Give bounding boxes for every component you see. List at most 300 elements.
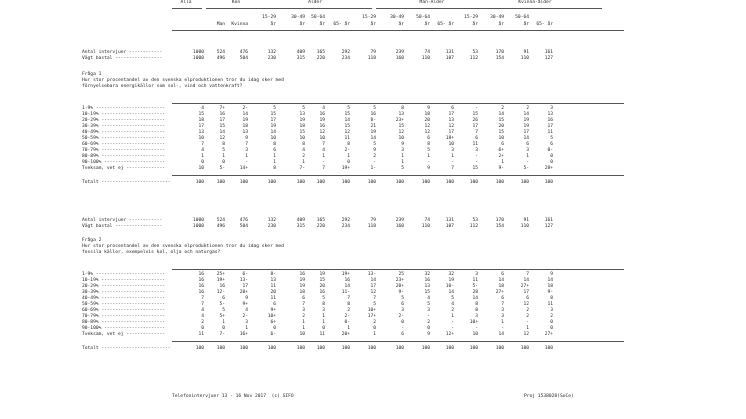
- table-total-cell: 100: [195, 346, 204, 351]
- table-row-label: 60-69% -----------------------: [82, 308, 165, 313]
- table-cell: 9: [373, 148, 376, 153]
- table-cell: 2: [373, 154, 376, 159]
- base-value-weighted: 110: [421, 56, 430, 61]
- header-sub-label: Man: [216, 22, 225, 27]
- table-cell: 9: [427, 332, 430, 337]
- base-value-weighted: 220: [316, 224, 325, 229]
- table-cell: 23+: [395, 278, 404, 283]
- table-total-cell: 100: [421, 180, 430, 185]
- table-cell: 1: [245, 326, 248, 331]
- base-value-interviews: 53: [472, 218, 478, 223]
- base-label-interviews: Antal intervjuer ------------: [82, 50, 163, 55]
- base-value-weighted: 1000: [192, 56, 204, 61]
- table-cell: 4: [322, 148, 325, 153]
- table-cell: 7-: [219, 332, 225, 337]
- table-cell: 10: [198, 166, 204, 171]
- base-value-weighted: 230: [267, 224, 276, 229]
- base-value-weighted: 504: [239, 56, 248, 61]
- table-cell: 9: [427, 106, 430, 111]
- table-cell: 10: [299, 332, 305, 337]
- table-row-label: 30-39% -----------------------: [82, 290, 165, 295]
- table-cell: -: [475, 154, 478, 159]
- table-row-label: 80-89% -----------------------: [82, 320, 165, 325]
- base-value-interviews: 165: [316, 50, 325, 55]
- table-cell: 8: [347, 142, 350, 147]
- table-cell: 6+: [498, 148, 504, 153]
- table-cell: -: [245, 160, 248, 165]
- table-cell: 11: [472, 278, 478, 283]
- table-cell: 20+: [395, 284, 404, 289]
- table-cell: 19: [523, 124, 529, 129]
- table-row-label: 10-19% -----------------------: [82, 278, 165, 283]
- table-cell: 13: [547, 112, 553, 117]
- table-row-label: 90-100% ----------------------: [82, 160, 165, 165]
- header-sub-label: 15-29: [362, 15, 376, 20]
- table-cell: 7: [347, 296, 350, 301]
- table-total-cell: 100: [296, 180, 305, 185]
- table-cell: 28+: [544, 166, 553, 171]
- table-row-label: 40-49% -----------------------: [82, 130, 165, 135]
- table-cell: 1: [401, 154, 404, 159]
- table-cell: 14: [270, 130, 276, 135]
- header-sub-label: 15-29: [464, 15, 478, 20]
- question-1-text-line1: Hur stor procentandel av den svenska elproduktionen tror du idag sker med: [82, 78, 284, 83]
- table-cell: 16: [198, 272, 204, 277]
- table-total-cell: 100: [520, 346, 529, 351]
- table-cell: 3: [245, 320, 248, 325]
- header-sub-label: 30-49: [291, 15, 305, 20]
- table-cell: 1: [322, 314, 325, 319]
- table-cell: 12: [424, 124, 430, 129]
- base-value-interviews: 79: [370, 50, 376, 55]
- table-cell: 4: [302, 148, 305, 153]
- table-cell: 1: [451, 314, 454, 319]
- table-cell: 12: [424, 130, 430, 135]
- table-cell: 3: [475, 148, 478, 153]
- table-cell: 4: [201, 308, 204, 313]
- table-cell: 12: [219, 136, 225, 141]
- table-cell: 17: [523, 290, 529, 295]
- table-cell: 2: [550, 314, 553, 319]
- base-value-weighted: 118: [367, 224, 376, 229]
- table-row-label: Tveksam, vet ej --------------: [82, 332, 165, 337]
- table-cell: -: [526, 160, 529, 165]
- table-cell: -: [501, 326, 504, 331]
- table-cell: 1: [526, 326, 529, 331]
- table-cell: 13: [398, 112, 404, 117]
- table-cell: 17: [448, 130, 454, 135]
- table-cell: 6: [475, 136, 478, 141]
- table-cell: 13: [270, 278, 276, 283]
- base-value-interviews: 239: [395, 218, 404, 223]
- table-cell: 10: [398, 136, 404, 141]
- base-value-weighted: 160: [395, 56, 404, 61]
- table-total-cell: 100: [296, 346, 305, 351]
- table-cell: 5: [322, 296, 325, 301]
- table-cell: 8: [322, 302, 325, 307]
- base-value-interviews: 91: [523, 218, 529, 223]
- table-cell: 13-: [239, 278, 248, 283]
- table-cell: 14: [523, 112, 529, 117]
- table-cell: 1: [302, 160, 305, 165]
- table-top-rule: [172, 103, 624, 104]
- base-value-weighted: 110: [520, 56, 529, 61]
- table-cell: 7: [501, 302, 504, 307]
- header-sub-label: 65- år: [437, 22, 454, 27]
- base-value-weighted: 504: [239, 224, 248, 229]
- table-total-cell: 100: [395, 180, 404, 185]
- header-sub-label: år: [472, 22, 478, 27]
- table-total-cell: 100: [469, 346, 478, 351]
- header-group-label: Ålder: [308, 0, 322, 5]
- table-cell: 8: [302, 142, 305, 147]
- table-cell: 5: [427, 302, 430, 307]
- table-cell: -: [373, 160, 376, 165]
- table-cell: 14: [547, 278, 553, 283]
- base-value-weighted: 154: [495, 224, 504, 229]
- table-cell: 14: [242, 112, 248, 117]
- table-cell: 8: [273, 142, 276, 147]
- table-cell: 1: [501, 160, 504, 165]
- table-row-label: 70-79% -----------------------: [82, 148, 165, 153]
- table-total-cell: 100: [395, 346, 404, 351]
- table-cell: 12-: [216, 290, 225, 295]
- header-sub-label: år: [319, 22, 325, 27]
- table-cell: 16: [198, 278, 204, 283]
- table-cell: 27+: [495, 290, 504, 295]
- base-value-interviews: 170: [495, 218, 504, 223]
- table-cell: 5: [302, 106, 305, 111]
- base-value-interviews: 91: [523, 50, 529, 55]
- base-value-weighted: 110: [421, 224, 430, 229]
- table-total-cell: 100: [367, 346, 376, 351]
- table-cell: 14: [523, 136, 529, 141]
- table-total-cell: 100: [239, 180, 248, 185]
- table-cell: 15: [472, 112, 478, 117]
- table-cell: 3: [401, 148, 404, 153]
- table-cell: 18: [424, 112, 430, 117]
- table-total-rule: [172, 341, 624, 342]
- table-cell: 11: [472, 142, 478, 147]
- table-cell: 6: [501, 272, 504, 277]
- table-cell: 8: [475, 302, 478, 307]
- table-cell: 18: [498, 284, 504, 289]
- table-cell: 14: [344, 118, 350, 123]
- header-group-rule: [172, 8, 202, 9]
- table-cell: 19+: [341, 166, 350, 171]
- table-cell: 10: [270, 136, 276, 141]
- table-cell: 3: [427, 308, 430, 313]
- header-sub-label: 30-49: [390, 15, 404, 20]
- table-cell: 12: [448, 124, 454, 129]
- base-value-interviews: 79: [370, 218, 376, 223]
- table-cell: 19: [370, 130, 376, 135]
- table-total-cell: 100: [445, 180, 454, 185]
- table-cell: 19: [523, 118, 529, 123]
- question-2-text-line1: Hur stor procentandel av den svenska elproduktionen tror du idag sker med: [82, 244, 284, 249]
- table-cell: 10: [472, 332, 478, 337]
- table-cell: 16: [319, 290, 325, 295]
- table-cell: -: [475, 160, 478, 165]
- base-value-weighted: 315: [296, 224, 305, 229]
- table-cell: 1: [245, 154, 248, 159]
- table-cell: 32: [424, 272, 430, 277]
- table-row-label: 1-9% -------------------------: [82, 106, 165, 111]
- table-cell: 3: [451, 148, 454, 153]
- table-cell: 2-: [242, 106, 248, 111]
- table-cell: 9: [245, 136, 248, 141]
- table-cell: 16: [319, 124, 325, 129]
- base-value-interviews: 524: [216, 50, 225, 55]
- table-cell: 2: [451, 308, 454, 313]
- table-cell: 4: [201, 314, 204, 319]
- table-cell: 5: [273, 106, 276, 111]
- base-value-weighted: 230: [267, 56, 276, 61]
- table-cell: 18: [299, 290, 305, 295]
- table-cell: 1: [302, 320, 305, 325]
- table-cell: 14: [498, 112, 504, 117]
- header-sub-label: år: [498, 22, 504, 27]
- table-cell: 15: [424, 290, 430, 295]
- table-cell: 7: [201, 142, 204, 147]
- table-cell: 7: [322, 166, 325, 171]
- table-cell: 15: [344, 112, 350, 117]
- base-value-interviews: 74: [424, 50, 430, 55]
- table-cell: 20+: [239, 290, 248, 295]
- table-cell: 27+: [544, 332, 553, 337]
- table-cell: 2-: [398, 314, 404, 319]
- table-row-label: 30-39% -----------------------: [82, 124, 165, 129]
- table-cell: 11: [319, 332, 325, 337]
- table-cell: 0: [322, 326, 325, 331]
- table-cell: 5: [347, 106, 350, 111]
- table-cell: 14+: [239, 166, 248, 171]
- base-value-interviews: 292: [341, 50, 350, 55]
- table-cell: 27+: [520, 284, 529, 289]
- table-cell: 10: [319, 136, 325, 141]
- table-cell: 12: [398, 130, 404, 135]
- header-sub-label: 30-49: [490, 15, 504, 20]
- table-row-label: 50-59% -----------------------: [82, 302, 165, 307]
- header-sub-label: år: [398, 22, 404, 27]
- table-cell: 0: [201, 326, 204, 331]
- table-cell: 15: [319, 278, 325, 283]
- table-cell: 16: [319, 112, 325, 117]
- base-value-weighted: 127: [544, 56, 553, 61]
- table-cell: 2: [302, 314, 305, 319]
- table-total-cell: 100: [445, 346, 454, 351]
- table-cell: 6: [401, 302, 404, 307]
- table-cell: 5-: [523, 166, 529, 171]
- table-cell: 2: [526, 314, 529, 319]
- table-cell: 6: [302, 296, 305, 301]
- table-cell: 5: [373, 142, 376, 147]
- table-cell: 0: [550, 160, 553, 165]
- table-cell: 1: [347, 326, 350, 331]
- table-cell: 20: [319, 284, 325, 289]
- base-value-weighted: 220: [316, 56, 325, 61]
- table-cell: 20: [424, 118, 430, 123]
- table-total-cell: 100: [341, 346, 350, 351]
- question-2-text-line2: fossila källor, exempelvis kol, olja och naturgas?: [82, 250, 221, 255]
- table-cell: 26: [472, 118, 478, 123]
- table-cell: 15: [498, 118, 504, 123]
- table-cell: 16+: [239, 332, 248, 337]
- table-cell: 1: [401, 160, 404, 165]
- table-cell: 3: [550, 308, 553, 313]
- table-total-cell: 100: [316, 180, 325, 185]
- base-value-interviews: 74: [424, 218, 430, 223]
- base-label-interviews: Antal intervjuer ------------: [82, 218, 163, 223]
- table-cell: 23+: [395, 118, 404, 123]
- table-total-cell: 100: [216, 346, 225, 351]
- table-cell: 12: [523, 332, 529, 337]
- table-row-label: 70-79% -----------------------: [82, 314, 165, 319]
- table-cell: 4: [201, 106, 204, 111]
- table-cell: 1: [451, 154, 454, 159]
- table-cell: 1: [501, 320, 504, 325]
- table-cell: 1: [302, 326, 305, 331]
- table-cell: 8: [427, 142, 430, 147]
- table-cell: 2: [526, 308, 529, 313]
- table-cell: 17: [370, 284, 376, 289]
- table-cell: 9-: [498, 166, 504, 171]
- table-total-cell: 100: [421, 346, 430, 351]
- table-cell: 9: [245, 296, 248, 301]
- table-cell: 15: [498, 130, 504, 135]
- table-cell: 1: [222, 154, 225, 159]
- base-value-interviews: 476: [239, 218, 248, 223]
- table-cell: 9-: [398, 290, 404, 295]
- base-label-weighted: Vägt bastal -----------------: [82, 56, 163, 61]
- table-cell: 2-: [344, 314, 350, 319]
- table-cell: 6: [222, 296, 225, 301]
- table-total-cell: 100: [495, 346, 504, 351]
- header-sub-label: år: [424, 22, 430, 27]
- base-value-interviews: 1000: [192, 50, 204, 55]
- table-cell: 18: [547, 284, 553, 289]
- table-cell: 8-: [270, 272, 276, 277]
- table-cell: 2: [347, 308, 350, 313]
- base-value-interviews: 131: [445, 50, 454, 55]
- table-cell: 4: [427, 296, 430, 301]
- table-cell: 12: [523, 302, 529, 307]
- table-cell: 6-: [242, 272, 248, 277]
- base-value-weighted: 127: [544, 224, 553, 229]
- table-cell: 14: [344, 284, 350, 289]
- table-cell: 6+: [270, 320, 276, 325]
- table-cell: 20: [498, 124, 504, 129]
- table-cell: 8: [222, 142, 225, 147]
- table-cell: 7: [245, 142, 248, 147]
- header-sub-label: Kvinna: [231, 22, 248, 27]
- table-cell: 3: [475, 314, 478, 319]
- table-cell: 13: [299, 112, 305, 117]
- table-row-label: 50-59% -----------------------: [82, 136, 165, 141]
- base-value-weighted: 107: [445, 56, 454, 61]
- base-value-weighted: 110: [520, 224, 529, 229]
- base-value-weighted: 112: [469, 224, 478, 229]
- header-group-rule: [376, 8, 494, 9]
- table-cell: 11: [547, 302, 553, 307]
- table-cell: 6: [501, 296, 504, 301]
- table-total-cell: 100: [367, 180, 376, 185]
- base-value-interviews: 53: [472, 50, 478, 55]
- base-value-weighted: 496: [216, 224, 225, 229]
- table-cell: 25: [398, 272, 404, 277]
- table-cell: 21: [370, 124, 376, 129]
- table-cell: 17: [547, 124, 553, 129]
- header-group-label: Alla: [180, 0, 192, 5]
- table-cell: 0: [373, 326, 376, 331]
- table-cell: 0: [201, 160, 204, 165]
- table-cell: 7: [302, 302, 305, 307]
- table-cell: 3: [550, 106, 553, 111]
- table-cell: 20+: [341, 332, 350, 337]
- table-cell: 15: [344, 124, 350, 129]
- table-cell: 2: [201, 320, 204, 325]
- header-sub-label: 65- år: [536, 22, 553, 27]
- table-cell: 17: [198, 124, 204, 129]
- table-cell: 20: [270, 290, 276, 295]
- table-cell: 16: [424, 278, 430, 283]
- table-cell: 16: [370, 112, 376, 117]
- header-sub-label: 15-29: [262, 15, 276, 20]
- table-top-rule: [172, 269, 624, 270]
- table-cell: 10: [498, 136, 504, 141]
- table-cell: 17: [448, 112, 454, 117]
- header-sub-label: år: [270, 22, 276, 27]
- table-total-cell: 100: [316, 346, 325, 351]
- base-value-interviews: 132: [267, 50, 276, 55]
- table-cell: 5: [550, 136, 553, 141]
- table-cell: 19+: [216, 278, 225, 283]
- table-cell: 19: [319, 118, 325, 123]
- table-cell: 0: [550, 326, 553, 331]
- table-cell: 5: [427, 148, 430, 153]
- table-cell: 9-: [547, 290, 553, 295]
- table-cell: 17: [270, 118, 276, 123]
- header-bottom-rule: [172, 30, 624, 31]
- table-cell: 3: [322, 308, 325, 313]
- footer-source: Telefonintervjuer 13 - 16 Nov 2017 (c) SIFO: [172, 394, 294, 399]
- table-cell: 0: [427, 326, 430, 331]
- table-cell: 8: [273, 166, 276, 171]
- header-group-label: Kvinna-ålder: [518, 0, 552, 5]
- base-value-interviews: 132: [267, 218, 276, 223]
- table-cell: 2: [373, 320, 376, 325]
- header-group-rule: [490, 8, 602, 9]
- table-cell: 0: [347, 160, 350, 165]
- table-total-cell: 100: [341, 180, 350, 185]
- table-cell: 14: [498, 278, 504, 283]
- base-value-weighted: 1000: [192, 224, 204, 229]
- table-cell: 3: [245, 148, 248, 153]
- base-value-weighted: 154: [495, 56, 504, 61]
- table-cell: 6: [526, 142, 529, 147]
- table-row-label: Tveksam, vet ej --------------: [82, 166, 165, 171]
- table-cell: 14: [370, 136, 376, 141]
- base-value-interviews: 476: [239, 50, 248, 55]
- table-cell: 13: [198, 130, 204, 135]
- table-cell: 10+: [267, 314, 276, 319]
- base-value-interviews: 409: [296, 50, 305, 55]
- table-cell: 14: [219, 130, 225, 135]
- table-cell: 1: [322, 154, 325, 159]
- table-cell: 6-: [270, 332, 276, 337]
- table-total-rule: [172, 175, 624, 176]
- table-cell: 15: [198, 112, 204, 117]
